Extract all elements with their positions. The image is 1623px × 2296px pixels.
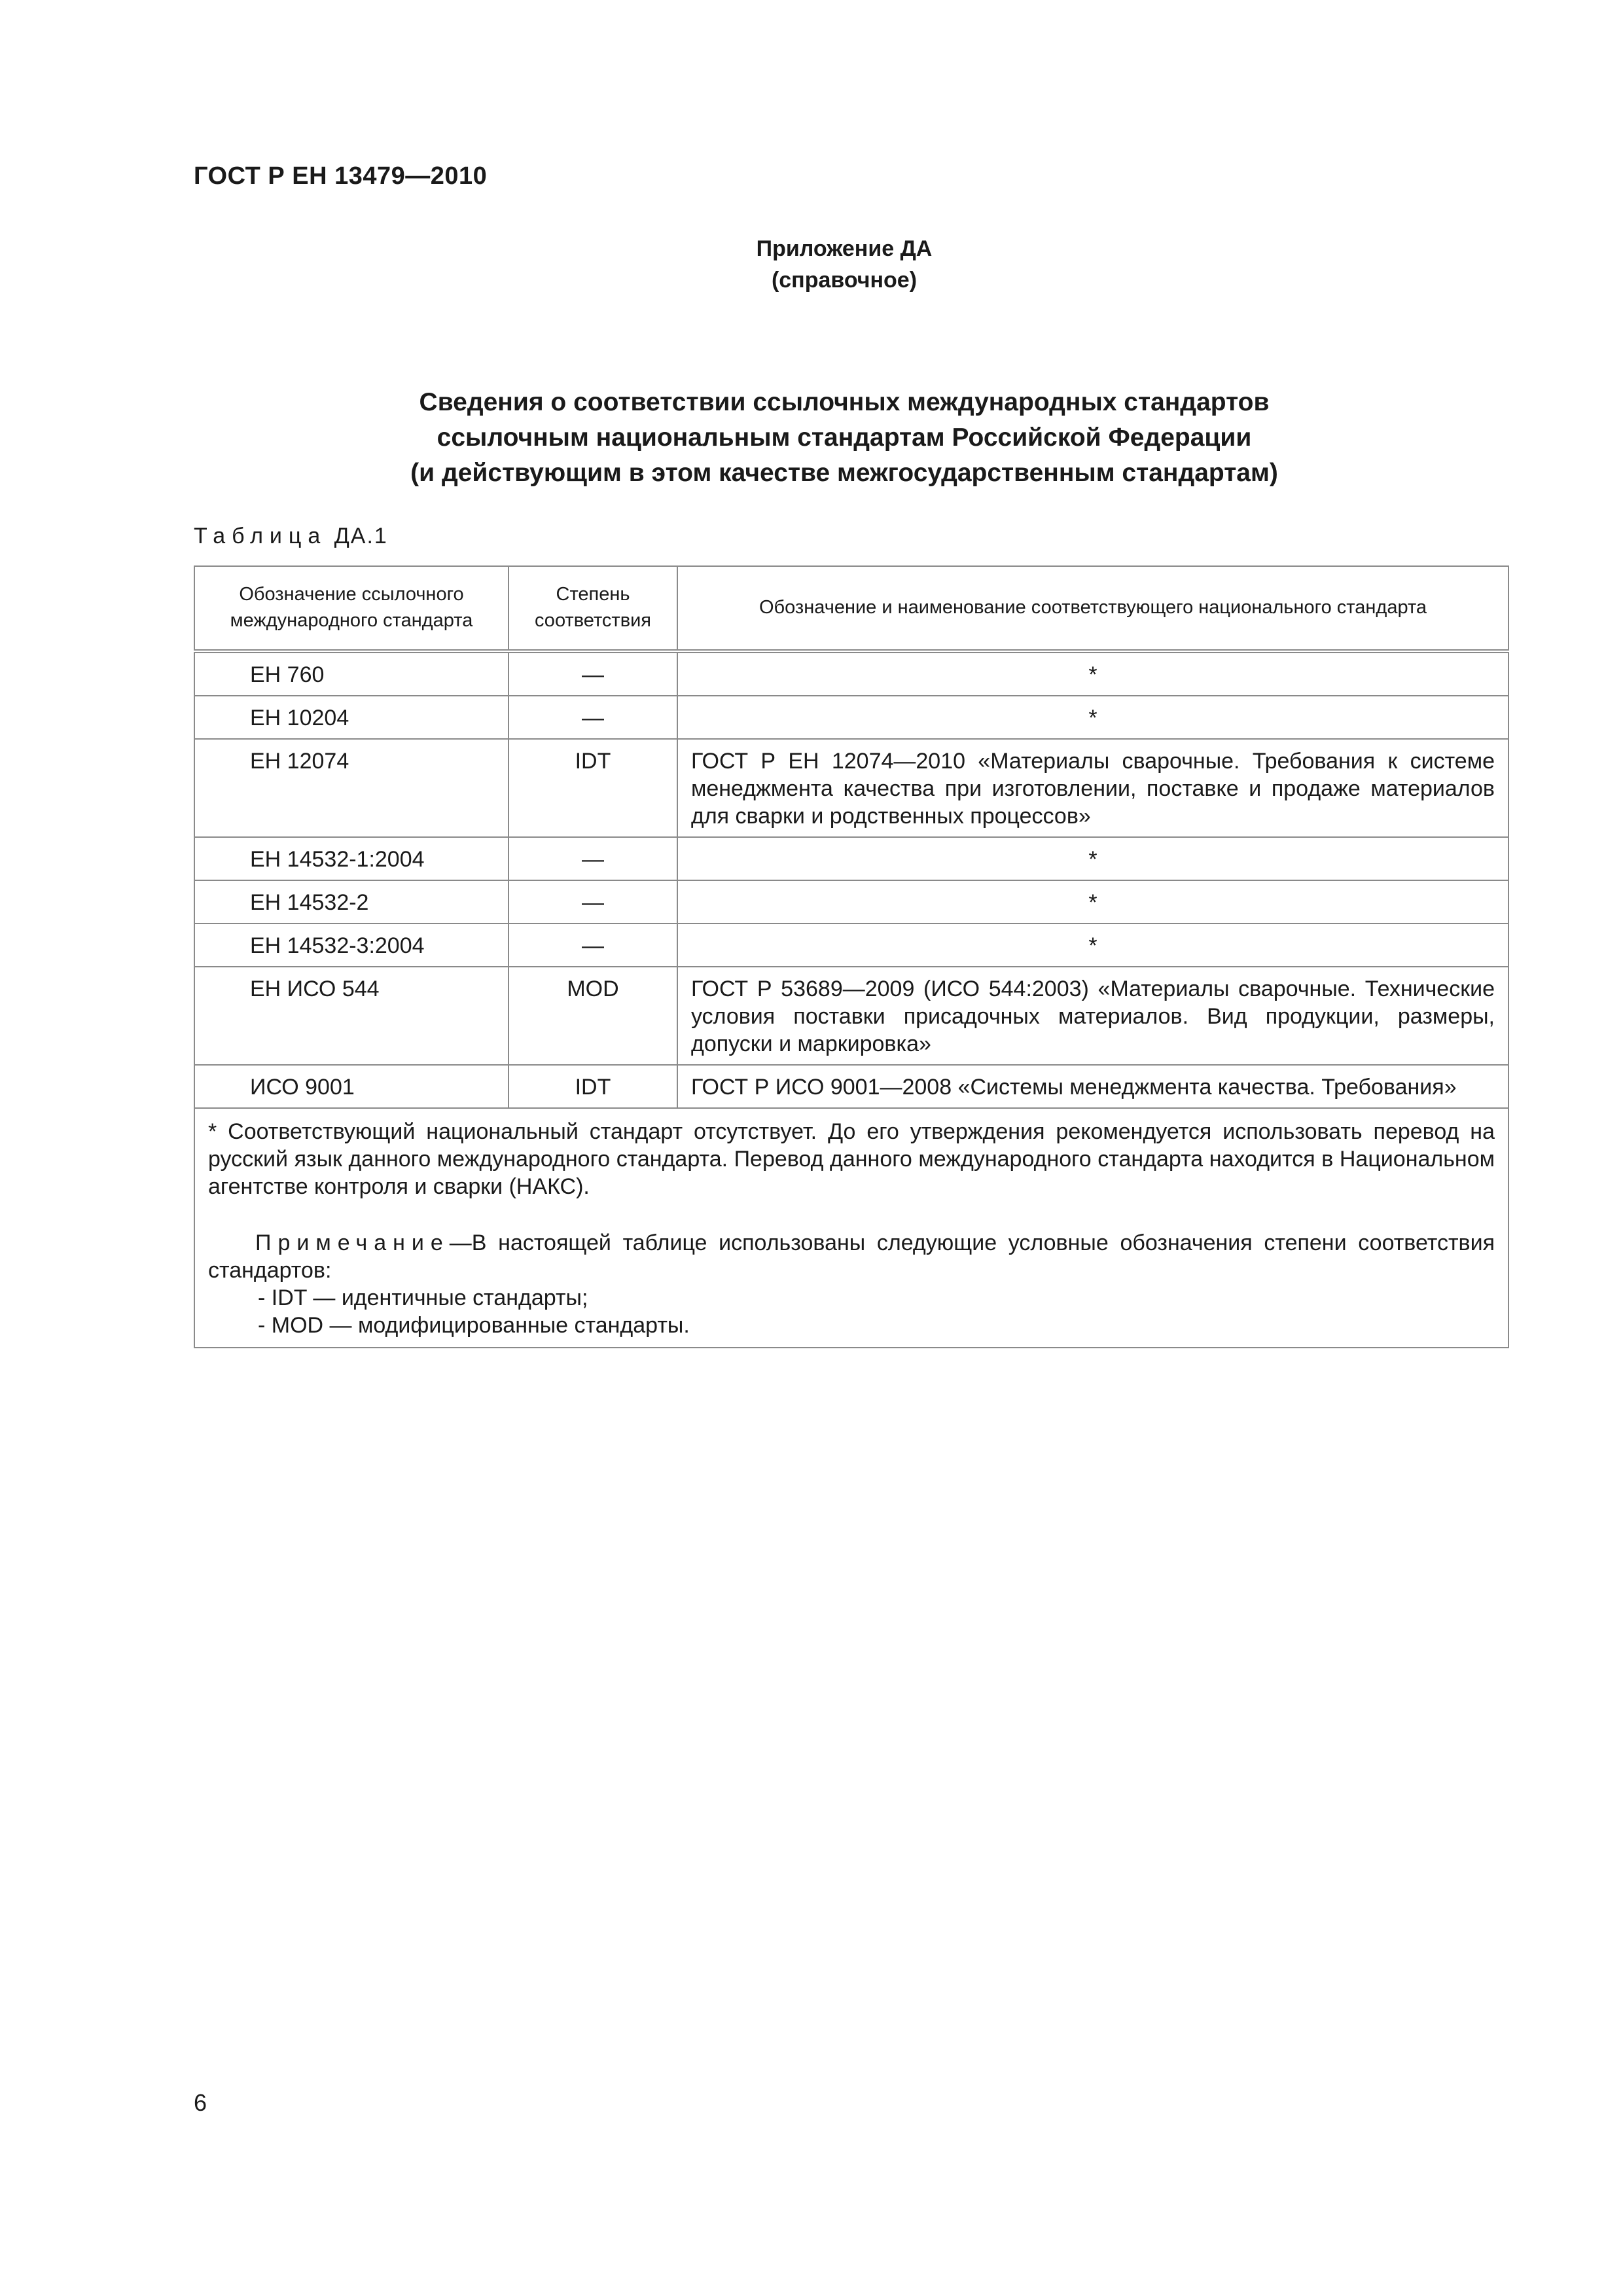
header-degree: Степень соответствия (508, 566, 677, 651)
table-row (194, 739, 1508, 837)
table-row (194, 1065, 1508, 1108)
table-caption-word: Таблица (194, 524, 327, 548)
header-international-standard: Обозначение ссылочного международного стандарта (194, 566, 508, 651)
section-title (0, 385, 1623, 491)
cell-degree: — (508, 651, 677, 696)
table-header-row (194, 566, 1508, 651)
cell-standard: ЕН 14532-2 (194, 880, 508, 924)
table-notes-row (194, 1108, 1508, 1348)
title-line-3: (и действующим в этом качестве межгосударственным стандартам) (410, 459, 1278, 487)
cell-standard: ЕН 12074 (194, 739, 508, 837)
cell-national: ГОСТ Р 53689—2009 (ИСО 544:2003) «Материалы сварочные. Технические условия поставки присадочных материалов. Вид продукции, размеры, допуски и маркировка» (677, 967, 1508, 1065)
table-caption-number: ДА.1 (334, 524, 388, 548)
cell-degree: IDT (508, 739, 677, 837)
cell-standard: ЕН 14532-3:2004 (194, 924, 508, 967)
table-caption (194, 524, 388, 549)
appendix-type: (справочное) (771, 268, 918, 293)
note-text: —В настоящей таблице использованы следующие условные обозначения степени соответствия стандартов: (208, 1230, 1495, 1283)
page-number: 6 (194, 2089, 207, 2116)
table-notes (194, 1108, 1508, 1348)
cell-standard: ЕН 10204 (194, 696, 508, 739)
table-row (194, 967, 1508, 1065)
appendix-heading (0, 233, 1623, 296)
note-item-idt: - IDT — идентичные стандарты; (258, 1285, 588, 1310)
table-row (194, 924, 1508, 967)
cell-national: ГОСТ Р ЕН 12074—2010 «Материалы сварочные. Требования к системе менеджмента качества при изготовлении, поставке и продаже материалов для сварки и родственных процессов» (677, 739, 1508, 837)
document-code: ГОСТ Р ЕН 13479—2010 (194, 162, 488, 190)
correspondence-table (194, 565, 1509, 1348)
cell-national: ГОСТ Р ИСО 9001—2008 «Системы менеджмента качества. Требования» (677, 1065, 1508, 1108)
header-national-standard: Обозначение и наименование соответствующего национального стандарта (677, 566, 1508, 651)
cell-degree: — (508, 837, 677, 880)
cell-national: * (677, 880, 1508, 924)
cell-degree: — (508, 696, 677, 739)
cell-national: * (677, 837, 1508, 880)
cell-standard: ЕН ИСО 544 (194, 967, 508, 1065)
table-row (194, 651, 1508, 696)
title-line-1: Сведения о соответствии ссылочных международных стандартов (419, 388, 1270, 416)
table-row (194, 880, 1508, 924)
table-footnote: * Соответствующий национальный стандарт отсутствует. До его утверждения рекомендуется использовать перевод на русский язык данного международного стандарта. Перевод данного международного стандарта находится в Национальном агентстве контроля и сварки (НАКС). (208, 1119, 1495, 1199)
table-row (194, 837, 1508, 880)
note-item-mod: - MOD — модифицированные стандарты. (258, 1313, 690, 1338)
cell-national: * (677, 924, 1508, 967)
table-note (208, 1229, 1495, 1284)
appendix-title: Приложение ДА (756, 236, 933, 261)
cell-standard: ЕН 760 (194, 651, 508, 696)
title-line-2: ссылочным национальным стандартам Российской Федерации (437, 423, 1252, 452)
cell-degree: — (508, 880, 677, 924)
note-label: Примечание (255, 1230, 450, 1255)
cell-standard: ЕН 14532-1:2004 (194, 837, 508, 880)
cell-degree: — (508, 924, 677, 967)
cell-national: * (677, 696, 1508, 739)
cell-degree: IDT (508, 1065, 677, 1108)
cell-standard: ИСО 9001 (194, 1065, 508, 1108)
table-row (194, 696, 1508, 739)
cell-degree: MOD (508, 967, 677, 1065)
cell-national: * (677, 651, 1508, 696)
